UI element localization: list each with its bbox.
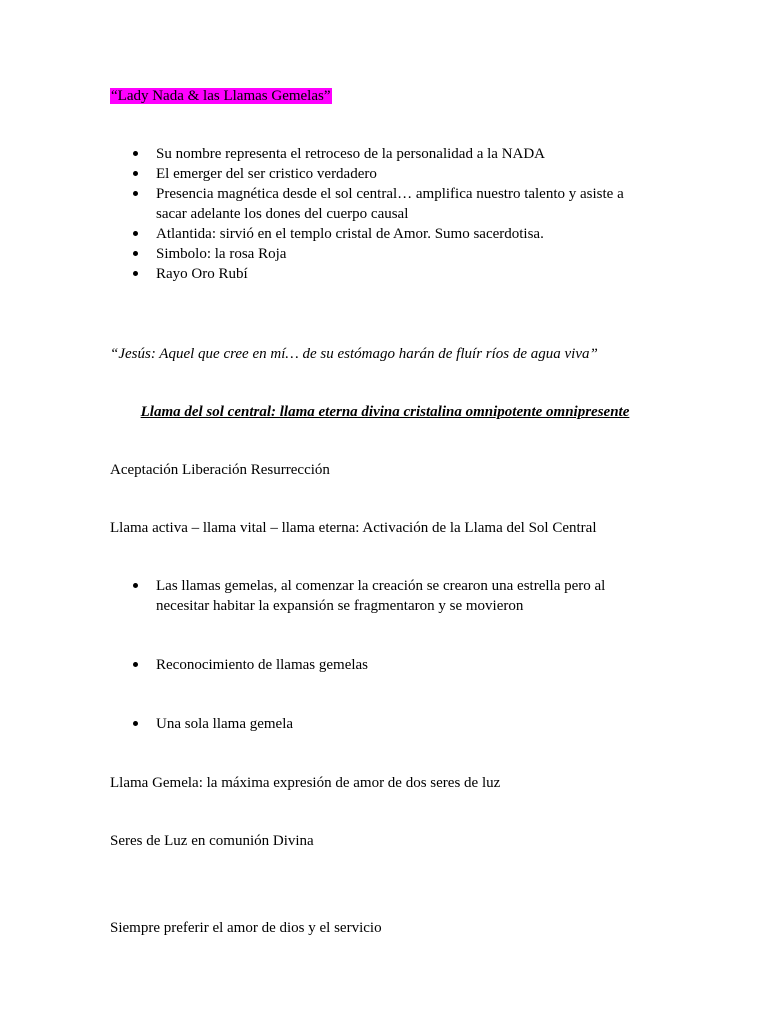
bullet-icon	[133, 191, 138, 196]
bullet-icon	[133, 271, 138, 276]
bullet-icon	[133, 171, 138, 176]
list-item: Su nombre representa el retroceso de la personalidad a la NADA	[110, 144, 650, 164]
bullet-icon	[133, 151, 138, 156]
section-heading: Llama del sol central: llama eterna divina cristalina omnipotente omnipresente	[140, 404, 630, 420]
list-item: Rayo Oro Rubí	[110, 264, 650, 284]
list-item: El emerger del ser cristico verdadero	[110, 164, 650, 184]
siempre-line: Siempre preferir el amor de dios y el servicio	[110, 920, 382, 936]
title-line	[110, 86, 670, 106]
list-item: Simbolo: la rosa Roja	[110, 244, 650, 264]
jesus-quote: “Jesús: Aquel que cree en mí… de su estómago harán de fluír ríos de agua viva”	[110, 346, 598, 362]
attributes-list	[110, 144, 650, 284]
list-item: Reconocimiento de llamas gemelas	[110, 655, 670, 675]
bullet-icon	[133, 583, 138, 588]
list-item: Una sola llama gemela	[110, 714, 670, 734]
bullet-icon	[133, 251, 138, 256]
bullet-icon	[133, 662, 138, 667]
bullet-icon	[133, 231, 138, 236]
list-item: Atlantida: sirvió en el templo cristal de Amor. Sumo sacerdotisa.	[110, 224, 650, 244]
reconocimiento-list	[110, 655, 670, 675]
llamas-list	[110, 576, 650, 616]
una-sola-list	[110, 714, 670, 734]
bullet-icon	[133, 721, 138, 726]
llama-activa-line: Llama activa – llama vital – llama eterna: Activación de la Llama del Sol Central	[110, 520, 597, 536]
seres-de-luz-line: Seres de Luz en comunión Divina	[110, 833, 314, 849]
aceptacion-line: Aceptación Liberación Resurrección	[110, 462, 330, 478]
document-title: “Lady Nada & las Llamas Gemelas”	[111, 88, 331, 104]
list-item: Las llamas gemelas, al comenzar la creación se crearon una estrella pero al necesitar habitar la expansión se fragmentaron y se movieron	[110, 576, 650, 616]
list-item: Presencia magnética desde el sol central… amplifica nuestro talento y asiste a sacar adelante los dones del cuerpo causal	[110, 184, 650, 224]
llama-gemela-line: Llama Gemela: la máxima expresión de amor de dos seres de luz	[110, 775, 501, 791]
